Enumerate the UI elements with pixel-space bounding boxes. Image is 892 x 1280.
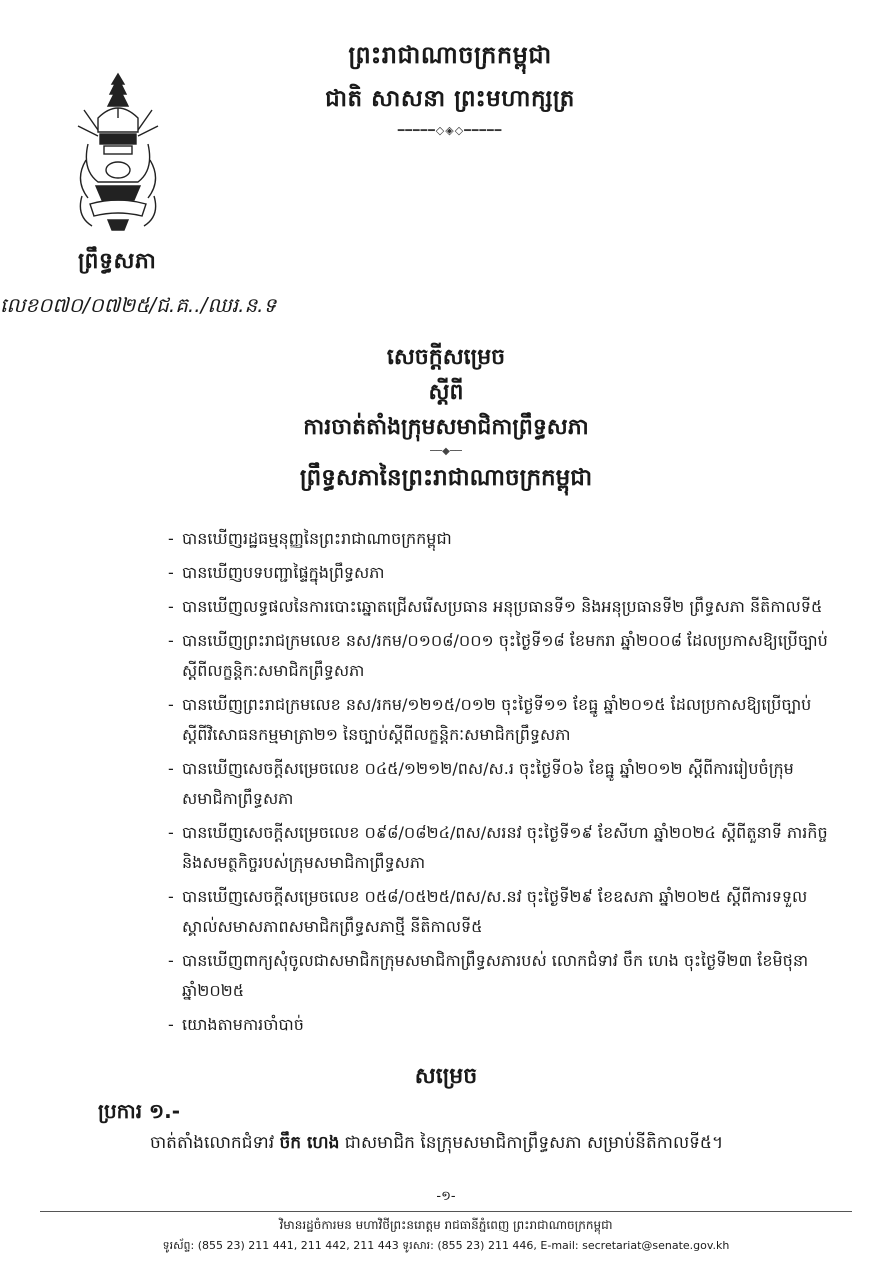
list-item: - បានឃើញព្រះរាជក្រមលេខ នស/រកម/១២១៥/០១២ ចុះថ្ងៃទី១១ ខែធ្នូ ឆ្នាំ២០១៥ ដែលប្រកាសឱ្យប្រើច្បាប់ស្តីពីវិសោធនកម្មមាត្រា២១ នៃច្បាប់ស្តីពីលក្ខន្តិកៈសមាជិកព្រឹទ្ធសភា — [168, 690, 828, 750]
issuing-body: ព្រឹទ្ធសភានៃព្រះរាជាណាចក្រកម្ពុជា — [299, 465, 593, 491]
article-text-after: ជាសមាជិក នៃក្រុមសមាជិកាព្រឹទ្ធសភា សម្រាប់នីតិកាលទី៥។ — [339, 1133, 724, 1153]
list-item: - បានឃើញពាក្យសុំចូលជាសមាជិកក្រុមសមាជិកាព្រឹទ្ធសភារបស់ លោកជំទាវ ចឹក ហេង ចុះថ្ងៃទី២៣ ខែមិថុនា ឆ្នាំ២០២៥ — [168, 946, 828, 1006]
list-item: - បានឃើញបទបញ្ជាផ្ទៃក្នុងព្រឹទ្ធសភា — [168, 558, 828, 588]
title-line-3: ការចាត់តាំងក្រុមសមាជិកាព្រឹទ្ធសភា — [303, 415, 589, 440]
considerations-list — [168, 524, 828, 1044]
ornament-divider: ━━━━━◇◈◇━━━━━ — [397, 124, 503, 137]
list-item: - បានឃើញរដ្ឋធម្មនុញ្ញនៃព្រះរាជាណាចក្រកម្ពុជា — [168, 524, 828, 554]
list-item: - បានឃើញសេចក្តីសម្រេចលេខ ០៤៥/១២១២/ពស/ស.រ ចុះថ្ងៃទី០៦ ខែធ្នូ ឆ្នាំ២០១២ ស្តីពីការរៀបចំក្រុមសមាជិកាព្រឹទ្ធសភា — [168, 754, 828, 814]
title-line-1: សេចក្តីសម្រេច — [386, 345, 506, 370]
ornament-divider: ──◆── — [430, 446, 462, 457]
list-item: - យោងតាមការចាំបាច់ — [168, 1010, 828, 1040]
institution-name: ព្រឹទ្ធសភា — [78, 249, 157, 274]
list-item: - បានឃើញសេចក្តីសម្រេចលេខ ០៩៨/០៨២៤/ពស/សរនវ ចុះថ្ងៃទី១៩ ខែសីហា ឆ្នាំ២០២៤ ស្តីពីតួនាទី ភារកិច្ច និងសមត្ថកិច្ចរបស់ក្រុមសមាជិកាព្រឹទ្ធសភា — [168, 818, 828, 878]
national-motto: ជាតិ សាសនា ព្រះមហាក្សត្រ — [325, 86, 575, 112]
document-title — [0, 340, 892, 496]
list-item: - បានឃើញព្រះរាជក្រមលេខ នស/រកម/០១០៨/០០១ ចុះថ្ងៃទី១៨ ខែមករា ឆ្នាំ២០០៨ ដែលប្រកាសឱ្យប្រើច្បាប់ស្តីពីលក្ខន្តិកៈសមាជិកព្រឹទ្ធសភា — [168, 626, 828, 686]
article-text-before: ចាត់តាំងលោកជំទាវ — [150, 1133, 280, 1153]
reference-number: លេខ០៧០/០៧២៥/ជ.គ../ឈរ.ន.ទ — [0, 293, 277, 317]
article-label: ប្រការ ១.- — [98, 1099, 181, 1123]
footer-divider — [40, 1211, 852, 1212]
list-item: - បានឃើញសេចក្តីសម្រេចលេខ ០៥៨/០៥២៥/ពស/ស.នវ ចុះថ្ងៃទី២៩ ខែឧសភា ឆ្នាំ២០២៥ ស្តីពីការទទួលស្គាល់សមាសភាពសមាជិកព្រឹទ្ធសភាថ្មី នីតិកាលទី៥ — [168, 882, 828, 942]
title-line-2: ស្តីពី — [428, 380, 464, 405]
article-text — [150, 1132, 830, 1157]
decision-heading: សម្រេច — [414, 1064, 478, 1089]
royal-emblem-icon — [68, 70, 168, 235]
footer-address: វិមានរដ្ឋចំការមន មហាវិថីព្រះនរោត្តម រាជធានីភ្នំពេញ ព្រះរាជាណាចក្រកម្ពុជា — [279, 1218, 613, 1232]
appointee-name: ចឹក ហេង — [279, 1133, 340, 1153]
kingdom-name: ព្រះរាជាណាចក្រកម្ពុជា — [348, 41, 552, 69]
kingdom-header — [260, 40, 640, 137]
page-number: -១- — [436, 1189, 456, 1204]
footer-contact: ទូរស័ព្ទ: (855 23) 211 441, 211 442, 211 443 ទូរសារ: (855 23) 211 446, E-mail: secretariat@senate.gov.kh — [162, 1239, 730, 1252]
list-item: - បានឃើញលទ្ធផលនៃការបោះឆ្នោតជ្រើសរើសប្រធាន អនុប្រធានទី១ និងអនុប្រធានទី២ ព្រឹទ្ធសភា នីតិកាលទី៥ — [168, 592, 828, 622]
